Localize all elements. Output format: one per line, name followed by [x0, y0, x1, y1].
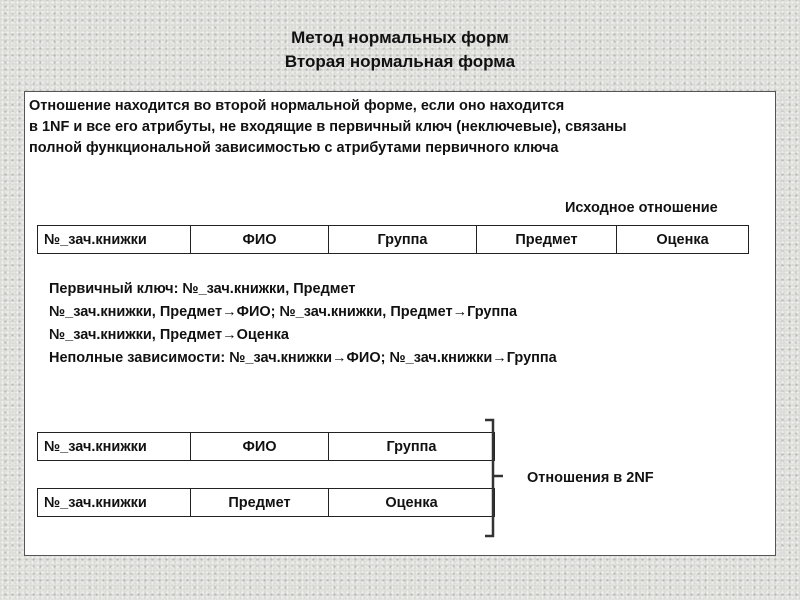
table-cell: ФИО: [191, 226, 329, 254]
original-relation-table: [37, 225, 749, 254]
dependency-line-1: №_зач.книжки, Предмет→ФИО; №_зач.книжки, Предмет→Группа: [49, 304, 518, 320]
partial-dependencies-line: Неполные зависимости: №_зач.книжки→ФИО; №_зач.книжки→Группа: [49, 350, 557, 366]
dependency-line-2: №_зач.книжки, Предмет→Оценка: [49, 327, 289, 343]
table-cell: Оценка: [329, 489, 495, 517]
result-relations-caption: Отношения в 2NF: [527, 470, 654, 486]
table-cell: Предмет: [191, 489, 329, 517]
table-cell: Оценка: [617, 226, 749, 254]
relation-2nf-table-1: [37, 432, 495, 461]
primary-key-line: Первичный ключ: №_зач.книжки, Предмет: [49, 281, 356, 297]
table-cell: №_зач.книжки: [38, 489, 191, 517]
brace-icon: [483, 418, 507, 538]
definition-line-2: в 1NF и все его атрибуты, не входящие в первичный ключ (неключевые), связаны: [29, 119, 627, 135]
slide-subtitle: Вторая нормальная форма: [284, 52, 516, 71]
dependencies-text: [49, 278, 557, 370]
slide-title: Метод нормальных форм: [291, 28, 509, 47]
definition-line-1: Отношение находится во второй нормальной форме, если оно находится: [29, 98, 565, 114]
table-row: [38, 433, 495, 461]
table-cell: Группа: [329, 226, 477, 254]
definition-text: [29, 96, 627, 159]
table-cell: ФИО: [191, 433, 329, 461]
table-cell: №_зач.книжки: [38, 433, 191, 461]
table-cell: №_зач.книжки: [38, 226, 191, 254]
table-cell: Предмет: [477, 226, 617, 254]
content-panel: [24, 91, 776, 556]
original-relation-caption: Исходное отношение: [565, 200, 718, 216]
definition-line-3: полной функциональной зависимостью с атрибутами первичного ключа: [29, 140, 559, 156]
table-cell: Группа: [329, 433, 495, 461]
table-row: [38, 226, 749, 254]
table-row: [38, 489, 495, 517]
relation-2nf-table-2: [37, 488, 495, 517]
